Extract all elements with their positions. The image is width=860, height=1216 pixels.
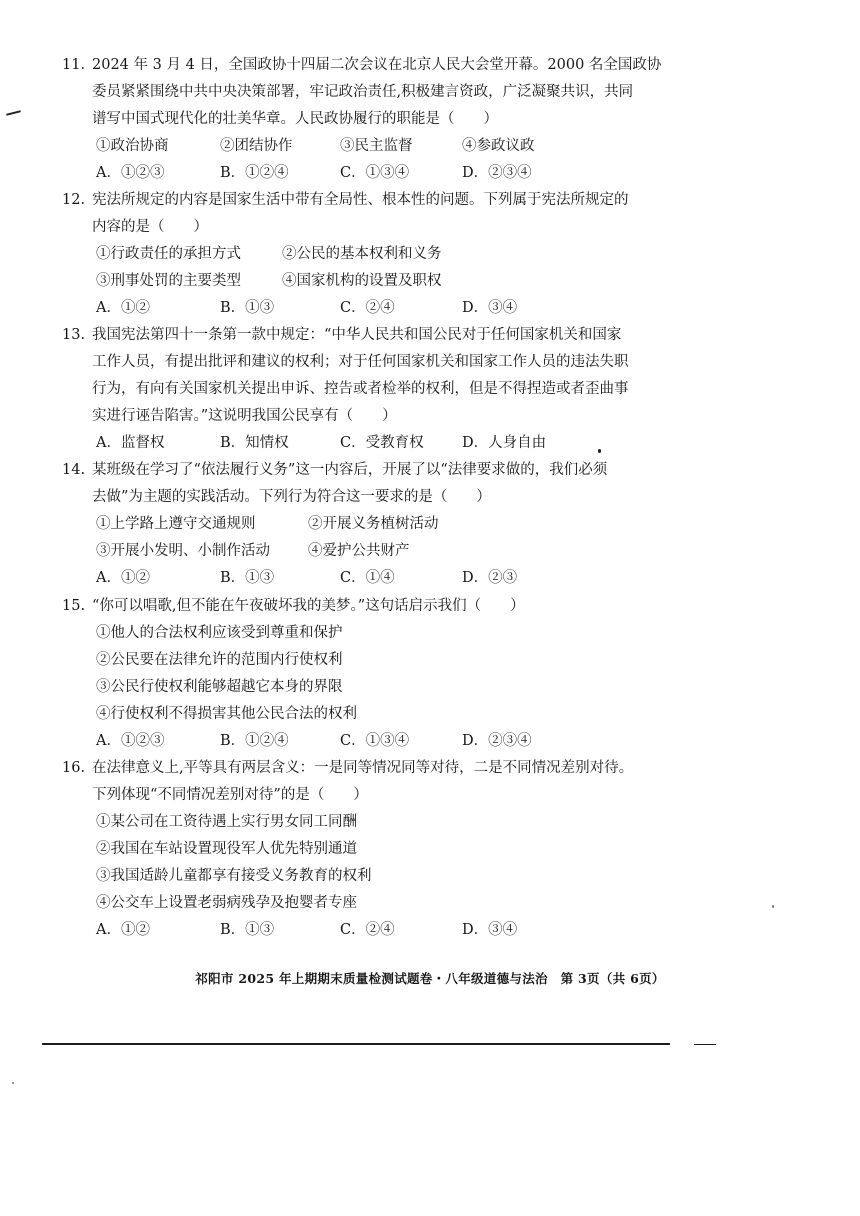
option-a: A．①② — [96, 300, 150, 316]
separator-line — [42, 1043, 670, 1045]
scan-mark — [6, 110, 21, 116]
scan-mark — [598, 449, 601, 453]
question-number: 15. — [62, 598, 86, 614]
question-stem-line: 谱写中国式现代化的壮美华章。人民政协履行的职能是（ ） — [92, 111, 498, 127]
statement-item: ③民主监督 — [340, 138, 413, 154]
statement-item: ③刑事处罚的主要类型 — [96, 273, 241, 289]
option-b: B．①③ — [220, 922, 275, 938]
option-c: C．②④ — [340, 300, 395, 316]
question-stem-line: 行为，有向有关国家机关提出申诉、控告或者检举的权利，但是不得捏造或者歪曲事 — [92, 381, 629, 397]
question-stem-line: 12. 宪法所规定的内容是国家生活中带有全局性、根本性的问题。下列属于宪法所规定的 — [62, 192, 629, 208]
question-stem-line: 11. 2024 年 3 月 4 日，全国政协十四届二次会议在北京人民大会堂开幕。2000 名全国政协 — [62, 57, 662, 73]
question-number: 13. — [62, 327, 86, 343]
option-d: D．③④ — [462, 922, 518, 938]
option-a: A．监督权 — [96, 435, 165, 451]
option-c: C．①④ — [340, 570, 395, 586]
question-stem-line: 内容的是（ ） — [92, 219, 208, 235]
question-stem-line: 实进行诬告陷害。”这说明我国公民享有（ ） — [92, 408, 397, 424]
option-d: D．人身自由 — [462, 435, 547, 451]
statement-item: ③开展小发明、小制作活动 — [96, 543, 270, 559]
statement-item: ②团结协作 — [220, 138, 293, 154]
option-d: D．③④ — [462, 300, 518, 316]
option-c: C．受教育权 — [340, 435, 424, 451]
statement-item: ①上学路上遵守交通规则 — [96, 516, 256, 532]
statement-item: ②我国在车站设置现役军人优先特别通道 — [96, 841, 357, 857]
option-b: B．①②④ — [220, 733, 289, 749]
option-a: A．①②③ — [96, 165, 165, 181]
option-c: C．①③④ — [340, 733, 410, 749]
option-a: A．①② — [96, 570, 150, 586]
scan-mark — [772, 905, 774, 908]
statement-item: ①政治协商 — [96, 138, 169, 154]
statement-item: ①某公司在工资待遇上实行男女同工同酬 — [96, 814, 357, 830]
option-b: B．①③ — [220, 300, 275, 316]
statement-item: ④参政议政 — [462, 138, 535, 154]
statement-item: ①他人的合法权利应该受到尊重和保护 — [96, 625, 343, 641]
statement-item: ②公民要在法律允许的范围内行使权利 — [96, 652, 343, 668]
statement-item: ①行政责任的承担方式 — [96, 246, 241, 262]
statement-item: ②开展义务植树活动 — [308, 516, 439, 532]
option-b: B．①②④ — [220, 165, 289, 181]
option-d: D．②③ — [462, 570, 518, 586]
question-number: 14. — [62, 462, 86, 478]
option-d: D．②③④ — [462, 733, 532, 749]
statement-item: ④爱护公共财产 — [308, 543, 410, 559]
statement-item: ③我国适龄儿童都享有接受义务教育的权利 — [96, 868, 372, 884]
question-number: 12. — [62, 192, 86, 208]
question-number: 11. — [62, 57, 86, 73]
question-stem-line: 16. 在法律意义上,平等具有两层含义：一是同等情况同等对待，二是不同情况差别对待。 — [62, 760, 634, 776]
question-stem-line: 14. 某班级在学习了“依法履行义务”这一内容后，开展了以“法律要求做的，我们必须 — [62, 462, 608, 478]
option-a: A．①② — [96, 922, 150, 938]
option-c: C．①③④ — [340, 165, 410, 181]
question-stem-line: 委员紧紧围绕中共中央决策部署，牢记政治责任,积极建言资政，广泛凝聚共识，共同 — [92, 84, 634, 100]
option-c: C．②④ — [340, 922, 395, 938]
question-stem-line: 工作人员，有提出批评和建议的权利；对于任何国家机关和国家工作人员的违法失职 — [92, 354, 629, 370]
question-stem-line: 13. 我国宪法第四十一条第一款中规定：“中华人民共和国公民对于任何国家机关和国家 — [62, 327, 622, 343]
separator-line — [694, 1044, 716, 1045]
statement-item: ④国家机构的设置及职权 — [282, 273, 442, 289]
statement-item: ④公交车上设置老弱病残孕及抱婴者专座 — [96, 895, 357, 911]
page-footer: 祁阳市 2025 年上期期末质量检测试题卷・八年级道德与法治 第 3页（共 6页） — [195, 971, 665, 986]
option-b: B．①③ — [220, 570, 275, 586]
question-number: 16. — [62, 760, 86, 776]
question-stem-line: 去做”为主题的实践活动。下列行为符合这一要求的是（ ） — [92, 489, 491, 505]
option-d: D．②③④ — [462, 165, 532, 181]
scan-mark — [12, 1082, 14, 1084]
question-stem-line: 下列体现“不同情况差别对待”的是（ ） — [92, 787, 368, 803]
option-b: B．知情权 — [220, 435, 289, 451]
statement-item: ③公民行使权利能够超越它本身的界限 — [96, 679, 343, 695]
statement-item: ④行使权利不得损害其他公民合法的权利 — [96, 706, 357, 722]
question-stem-line: 15. “你可以唱歌,但不能在午夜破坏我的美梦。”这句话启示我们（ ） — [62, 598, 525, 614]
statement-item: ②公民的基本权利和义务 — [282, 246, 442, 262]
option-a: A．①②③ — [96, 733, 165, 749]
